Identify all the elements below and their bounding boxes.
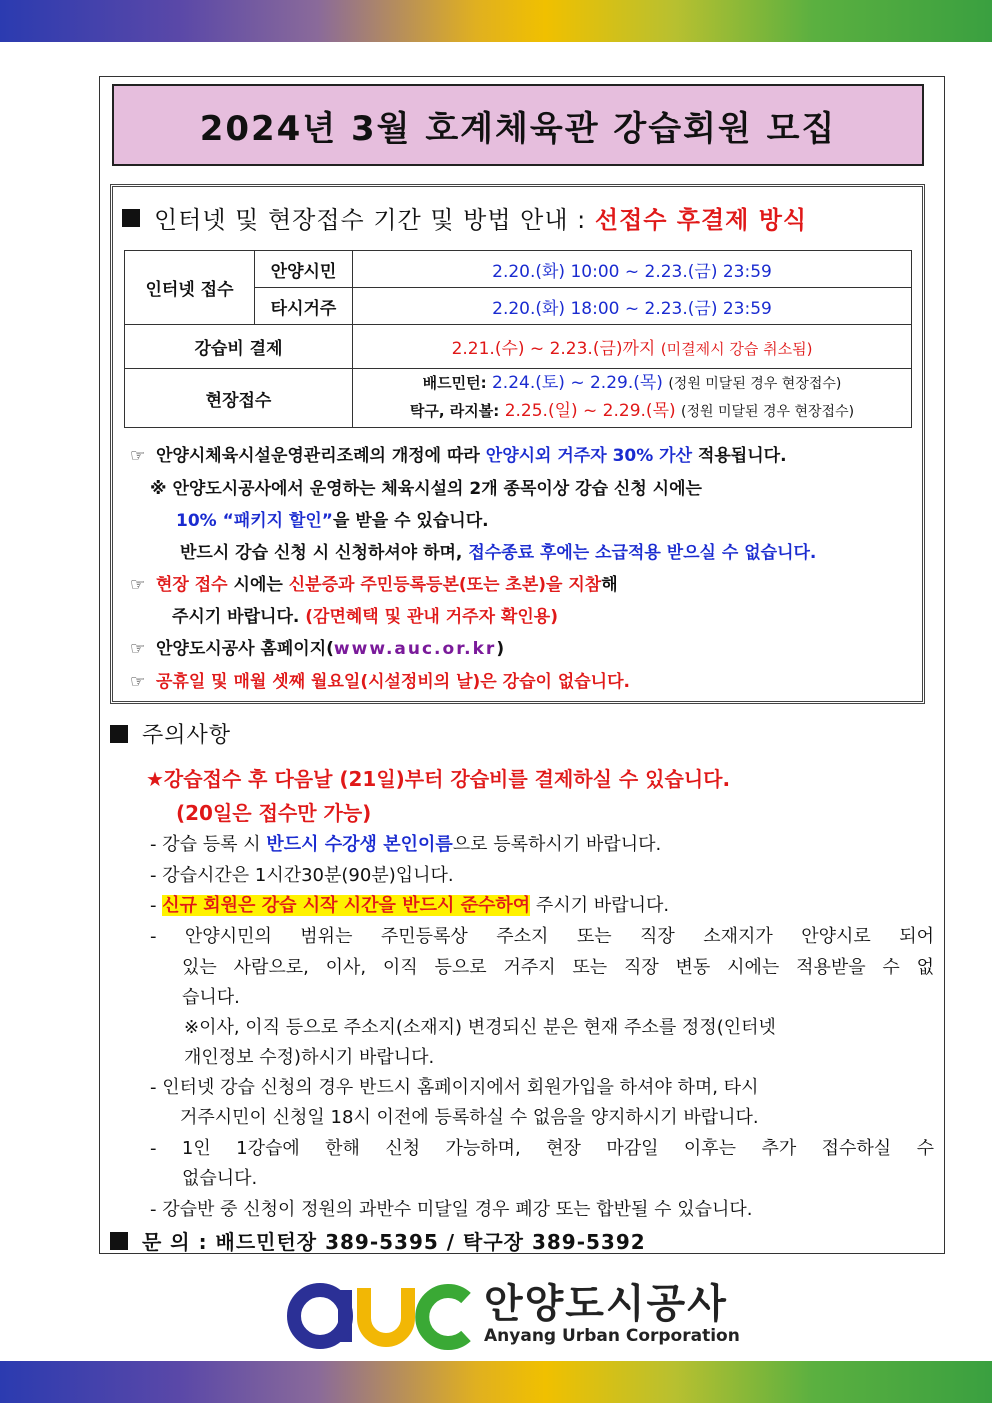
nonresident-label: 타시거주	[255, 288, 353, 325]
notice-text: 주시기 바랍니다.	[172, 607, 300, 627]
caution-star-2: (20일은 접수만 가능)	[176, 801, 372, 825]
tabletennis-label: 탁구, 라지볼:	[409, 402, 500, 420]
bottom-color-band	[0, 1361, 992, 1403]
square-bullet-icon	[110, 1232, 128, 1250]
logo-english: Anyang Urban Corporation	[484, 1326, 740, 1346]
caution-1	[150, 830, 661, 856]
payment-note: (미결제시 강습 취소됨)	[660, 340, 813, 358]
section-heading-cautions	[110, 718, 231, 749]
pointing-hand-icon: ☞	[130, 446, 146, 466]
payment-period: 2.21.(수) ~ 2.23.(금)까지	[451, 339, 656, 359]
caution-6-line-1: - 1인 1강습에 한해 신청 가능하며, 현장 마감일 이후는 추가 접수하실 수	[150, 1138, 934, 1159]
cautions-heading-text: 주의사항	[142, 723, 232, 748]
notice-surcharge	[130, 441, 787, 466]
notice-package: ※ 안양도시공사에서 운영하는 체육시설의 2개 종목이상 강습 신청 시에는	[150, 479, 702, 499]
caution-3	[150, 891, 669, 917]
page-title: 2024년 3월 호계체육관 강습회원 모집	[112, 84, 924, 166]
notice-onsite-docs-cont	[172, 602, 558, 627]
pointing-hand-icon: ☞	[130, 639, 146, 659]
tabletennis-period: 2.25.(일) ~ 2.29.(목)	[504, 401, 676, 421]
caution-4-line-5: 개인정보 수정)하시기 바랍니다.	[184, 1047, 435, 1068]
caution-7: - 강습반 중 신청이 정원의 과반수 미달일 경우 폐강 또는 합반될 수 있습니다.	[150, 1199, 753, 1220]
caution-2: - 강습시간은 1시간30분(90분)입니다.	[150, 865, 454, 886]
square-bullet-icon	[122, 209, 140, 227]
notice-retroactive	[180, 538, 816, 563]
caution-4-line-1: - 안양시민의 범위는 주민등록상 주소지 또는 직장 소재지가 안양시로 되어	[150, 926, 934, 947]
notice-text: 적용됩니다.	[697, 446, 787, 466]
contact-text: 문 의 : 배드민턴장 389-5395 / 탁구장 389-5392	[142, 1230, 646, 1254]
caution-4-line-3: 습니다.	[182, 987, 240, 1008]
resident-label: 안양시민	[255, 251, 353, 288]
caution-6-line-2: 없습니다.	[182, 1168, 258, 1189]
own-name-highlight: 반드시 수강생 본인이름	[266, 834, 453, 855]
holiday-text: 공휴일 및 매월 셋째 월요일(시설정비의 날)은 강습이 없습니다.	[156, 672, 630, 692]
notice-homepage	[130, 634, 504, 659]
surcharge-highlight: 안양시외 거주자 30% 가산	[485, 446, 693, 466]
payment-method: 선접수 후결제 방식	[594, 206, 808, 234]
table-row	[125, 369, 912, 428]
table-row	[125, 325, 912, 369]
nonresident-period: 2.20.(화) 18:00 ~ 2.23.(금) 23:59	[353, 288, 912, 325]
required-docs: 신분증과 주민등록등본(또는 초본)을 지참	[288, 575, 602, 595]
caution-text: - 강습 등록 시	[150, 834, 261, 855]
punctuality-highlight: 신규 회원은 강습 시작 시간을 반드시 준수하여	[162, 895, 531, 916]
retroactive-warning: 접수종료 후에는 소급적용 받으실 수 없습니다.	[468, 543, 817, 563]
badminton-period: 2.24.(토) ~ 2.29.(목)	[491, 373, 663, 393]
resident-period: 2.20.(화) 10:00 ~ 2.23.(금) 23:59	[353, 251, 912, 288]
top-color-band	[0, 0, 992, 42]
square-bullet-icon	[110, 725, 128, 743]
homepage-link[interactable]: www.auc.or.kr	[333, 639, 497, 659]
notice-text: 해	[601, 575, 618, 595]
notice-text: )	[496, 639, 505, 659]
caution-5-line-1: - 인터넷 강습 신청의 경우 반드시 홈페이지에서 회원가입을 하셔야 하며, 타시	[150, 1077, 759, 1098]
onsite-text: 현장 접수	[156, 575, 228, 595]
contact-line	[110, 1226, 646, 1255]
table-row	[125, 251, 912, 288]
notice-package-discount	[176, 506, 489, 531]
tabletennis-note: (정원 미달된 경우 현장접수)	[681, 404, 855, 420]
onsite-cell	[353, 369, 912, 428]
badminton-label: 배드민턴:	[422, 374, 487, 392]
notice-text: 시에는	[233, 575, 283, 595]
caution-5-line-2: 거주시민이 신청일 18시 이전에 등록하실 수 없음을 양지하시기 바랍니다.	[180, 1107, 759, 1128]
section-heading-registration	[122, 200, 807, 235]
auc-logo-mark-icon	[286, 1278, 472, 1350]
section-heading-text: 인터넷 및 현장접수 기간 및 방법 안내 :	[154, 206, 587, 234]
badminton-note: (정원 미달된 경우 현장접수)	[668, 376, 842, 392]
caution-4-line-2: 있는 사람으로, 이사, 이직 등으로 거주지 또는 직장 변동 시에는 적용받을 수 없	[182, 957, 934, 978]
onsite-label: 현장접수	[125, 369, 353, 428]
caution-text: 으로 등록하시기 바랍니다.	[452, 834, 662, 855]
notice-text: 안양도시공사 홈페이지(	[156, 639, 334, 659]
package-discount: 10% “패키지 할인”	[176, 511, 333, 531]
notice-text: 안양시체육시설운영관리조례의 개정에 따라	[156, 446, 480, 466]
notice-text: 을 받을 수 있습니다.	[332, 511, 489, 531]
auc-logo	[286, 1278, 740, 1350]
caution-star-1: ★강습접수 후 다음날 (21일)부터 강습비를 결제하실 수 있습니다.	[146, 767, 731, 791]
pointing-hand-icon: ☞	[130, 672, 146, 692]
notice-onsite-docs	[130, 570, 618, 595]
onsite-tabletennis	[353, 398, 911, 426]
logo-text	[484, 1282, 740, 1346]
pointing-hand-icon: ☞	[130, 575, 146, 595]
docs-purpose: (감면혜택 및 관내 거주자 확인용)	[305, 607, 558, 627]
payment-label: 강습비 결제	[125, 325, 353, 369]
notice-text: 반드시 강습 신청 시 신청하셔야 하며,	[180, 543, 463, 563]
notice-holiday	[130, 667, 630, 692]
caution-4-line-4: ※이사, 이직 등으로 주소지(소재지) 변경되신 분은 현재 주소를 정정(인터넷	[184, 1017, 776, 1038]
caution-text: 주시기 바랍니다.	[530, 895, 670, 916]
caution-text: -	[150, 895, 163, 916]
onsite-badminton	[353, 370, 911, 398]
schedule-table	[124, 250, 912, 428]
payment-cell	[353, 325, 912, 369]
logo-korean: 안양도시공사	[484, 1281, 728, 1327]
internet-label: 인터넷 접수	[125, 251, 255, 325]
